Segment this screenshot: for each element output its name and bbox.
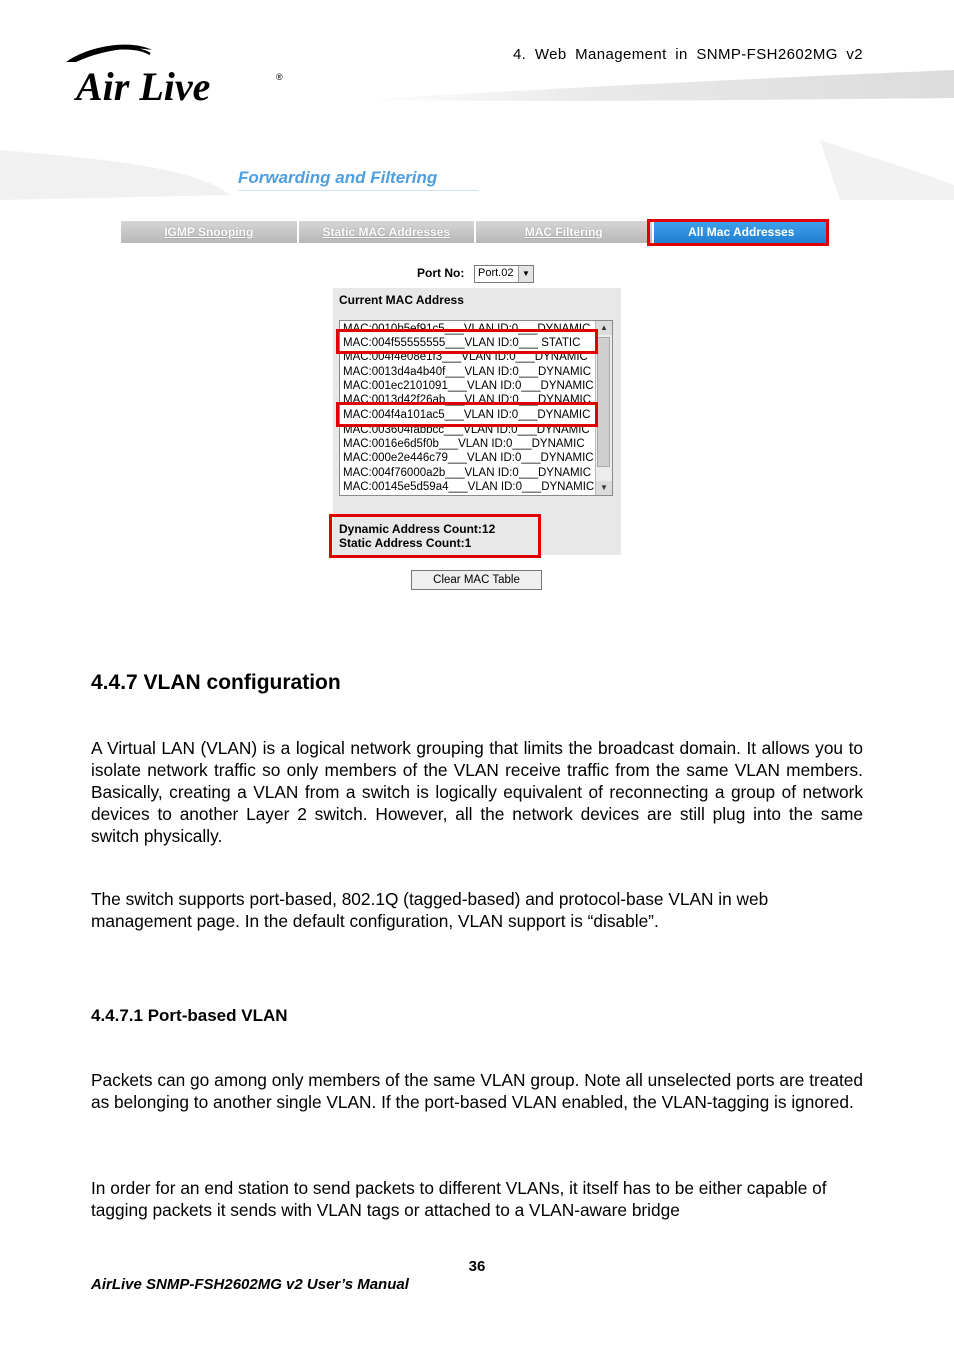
chapter-header: 4. Web Management in SNMP-FSH2602MG v2: [512, 46, 863, 63]
paragraph-end-station: In order for an end station to send packets to different VLANs, it itself has to be either capable of tagging packets it sends with VLAN tags or attached to a VLAN-aware bridge: [91, 1178, 827, 1220]
subsection-heading: 4.4.7.1 Port-based VLAN: [91, 1006, 288, 1025]
scroll-up-icon[interactable]: ▲: [596, 321, 612, 335]
list-item[interactable]: MAC:00145e5d59a4___VLAN ID:0___DYNAMIC: [343, 481, 595, 493]
list-item[interactable]: MAC:0010b5ef91c5___VLAN ID:0___DYNAMIC: [343, 323, 591, 335]
paragraph-vlan-support: The switch supports port-based, 802.1Q (tagged-based) and protocol-base VLAN in web management page. In the default configuration, VLAN support is “disable”.: [91, 889, 769, 931]
forwarding-filtering-title: Forwarding and Filtering: [238, 168, 438, 187]
list-item[interactable]: MAC:004f76000a2b___VLAN ID:0___DYNAMIC: [343, 467, 592, 479]
scroll-thumb[interactable]: [597, 337, 610, 467]
panel-title: Current MAC Address: [339, 293, 464, 307]
list-item[interactable]: MAC:001ec2101091___VLAN ID:0___DYNAMIC: [343, 380, 594, 392]
highlight-box-static-entry: [336, 329, 598, 354]
tab-igmp-snooping[interactable]: IGMP Snooping: [121, 221, 299, 243]
list-item[interactable]: MAC:004f4a101ac5___VLAN ID:0___DYNAMIC: [343, 409, 591, 421]
svg-text:Air Live: Air Live: [76, 64, 211, 109]
tab-static-mac-addresses[interactable]: Static MAC Addresses: [299, 221, 477, 243]
port-label: Port No:: [417, 266, 465, 280]
title-underline: [238, 190, 478, 191]
list-item[interactable]: MAC:0013d42f26ab___VLAN ID:0___DYNAMIC: [343, 394, 592, 406]
page-number: 36: [468, 1258, 486, 1275]
highlight-box-dynamic-entry: [336, 402, 598, 427]
dynamic-count: Dynamic Address Count:12: [339, 522, 496, 536]
port-select-value: Port.02: [478, 267, 514, 279]
paragraph-port-based: Packets can go among only members of the same VLAN group. Note all unselected ports are treated as belonging to another single VLAN. If the port-based VLAN enabled, the VLAN-tagging is ignored.: [91, 1070, 863, 1112]
airlive-logo: [62, 40, 292, 110]
tab-mac-filtering[interactable]: MAC Filtering: [476, 221, 654, 243]
port-select[interactable]: [474, 265, 534, 283]
list-item[interactable]: MAC:0013d4a4b40f___VLAN ID:0___DYNAMIC: [343, 366, 592, 378]
manual-title-footer: AirLive SNMP-FSH2602MG v2 User’s Manual: [91, 1276, 409, 1293]
list-item[interactable]: MAC:004f55555555___VLAN ID:0___ STATIC: [343, 337, 581, 349]
list-item[interactable]: MAC:0016e6d5f0b___VLAN ID:0___DYNAMIC: [343, 438, 585, 450]
static-count: Static Address Count:1: [339, 536, 472, 550]
list-item[interactable]: MAC:000e2e446c79___VLAN ID:0___DYNAMIC: [343, 452, 594, 464]
highlight-box-active-tab: [647, 219, 829, 246]
paragraph-vlan-intro: A Virtual LAN (VLAN) is a logical network grouping that limits the broadcast domain. It allows you to isolate network traffic so only members of the VLAN receive traffic from the same VLAN members. Basically, creating a VLAN from a switch is logically equivalent of reconnecting a group of network devices to another Layer 2 switch. However, all the network devices are still plug into the same switch physically.: [91, 738, 863, 846]
scroll-down-icon[interactable]: ▼: [596, 481, 612, 495]
tab-all-mac-addresses[interactable]: All Mac Addresses: [654, 221, 830, 243]
list-item[interactable]: MAC:003604fabbcc___VLAN ID:0___DYNAMIC: [343, 424, 590, 436]
svg-text:®: ®: [276, 72, 283, 82]
section-heading: 4.4.7 VLAN configuration: [91, 671, 341, 694]
clear-mac-table-button[interactable]: Clear MAC Table: [411, 570, 542, 590]
list-item[interactable]: MAC:004f4e08e1f3___VLAN ID:0___DYNAMIC: [343, 351, 588, 363]
highlight-box-counts: [329, 514, 541, 558]
chevron-down-icon: ▼: [518, 266, 533, 282]
